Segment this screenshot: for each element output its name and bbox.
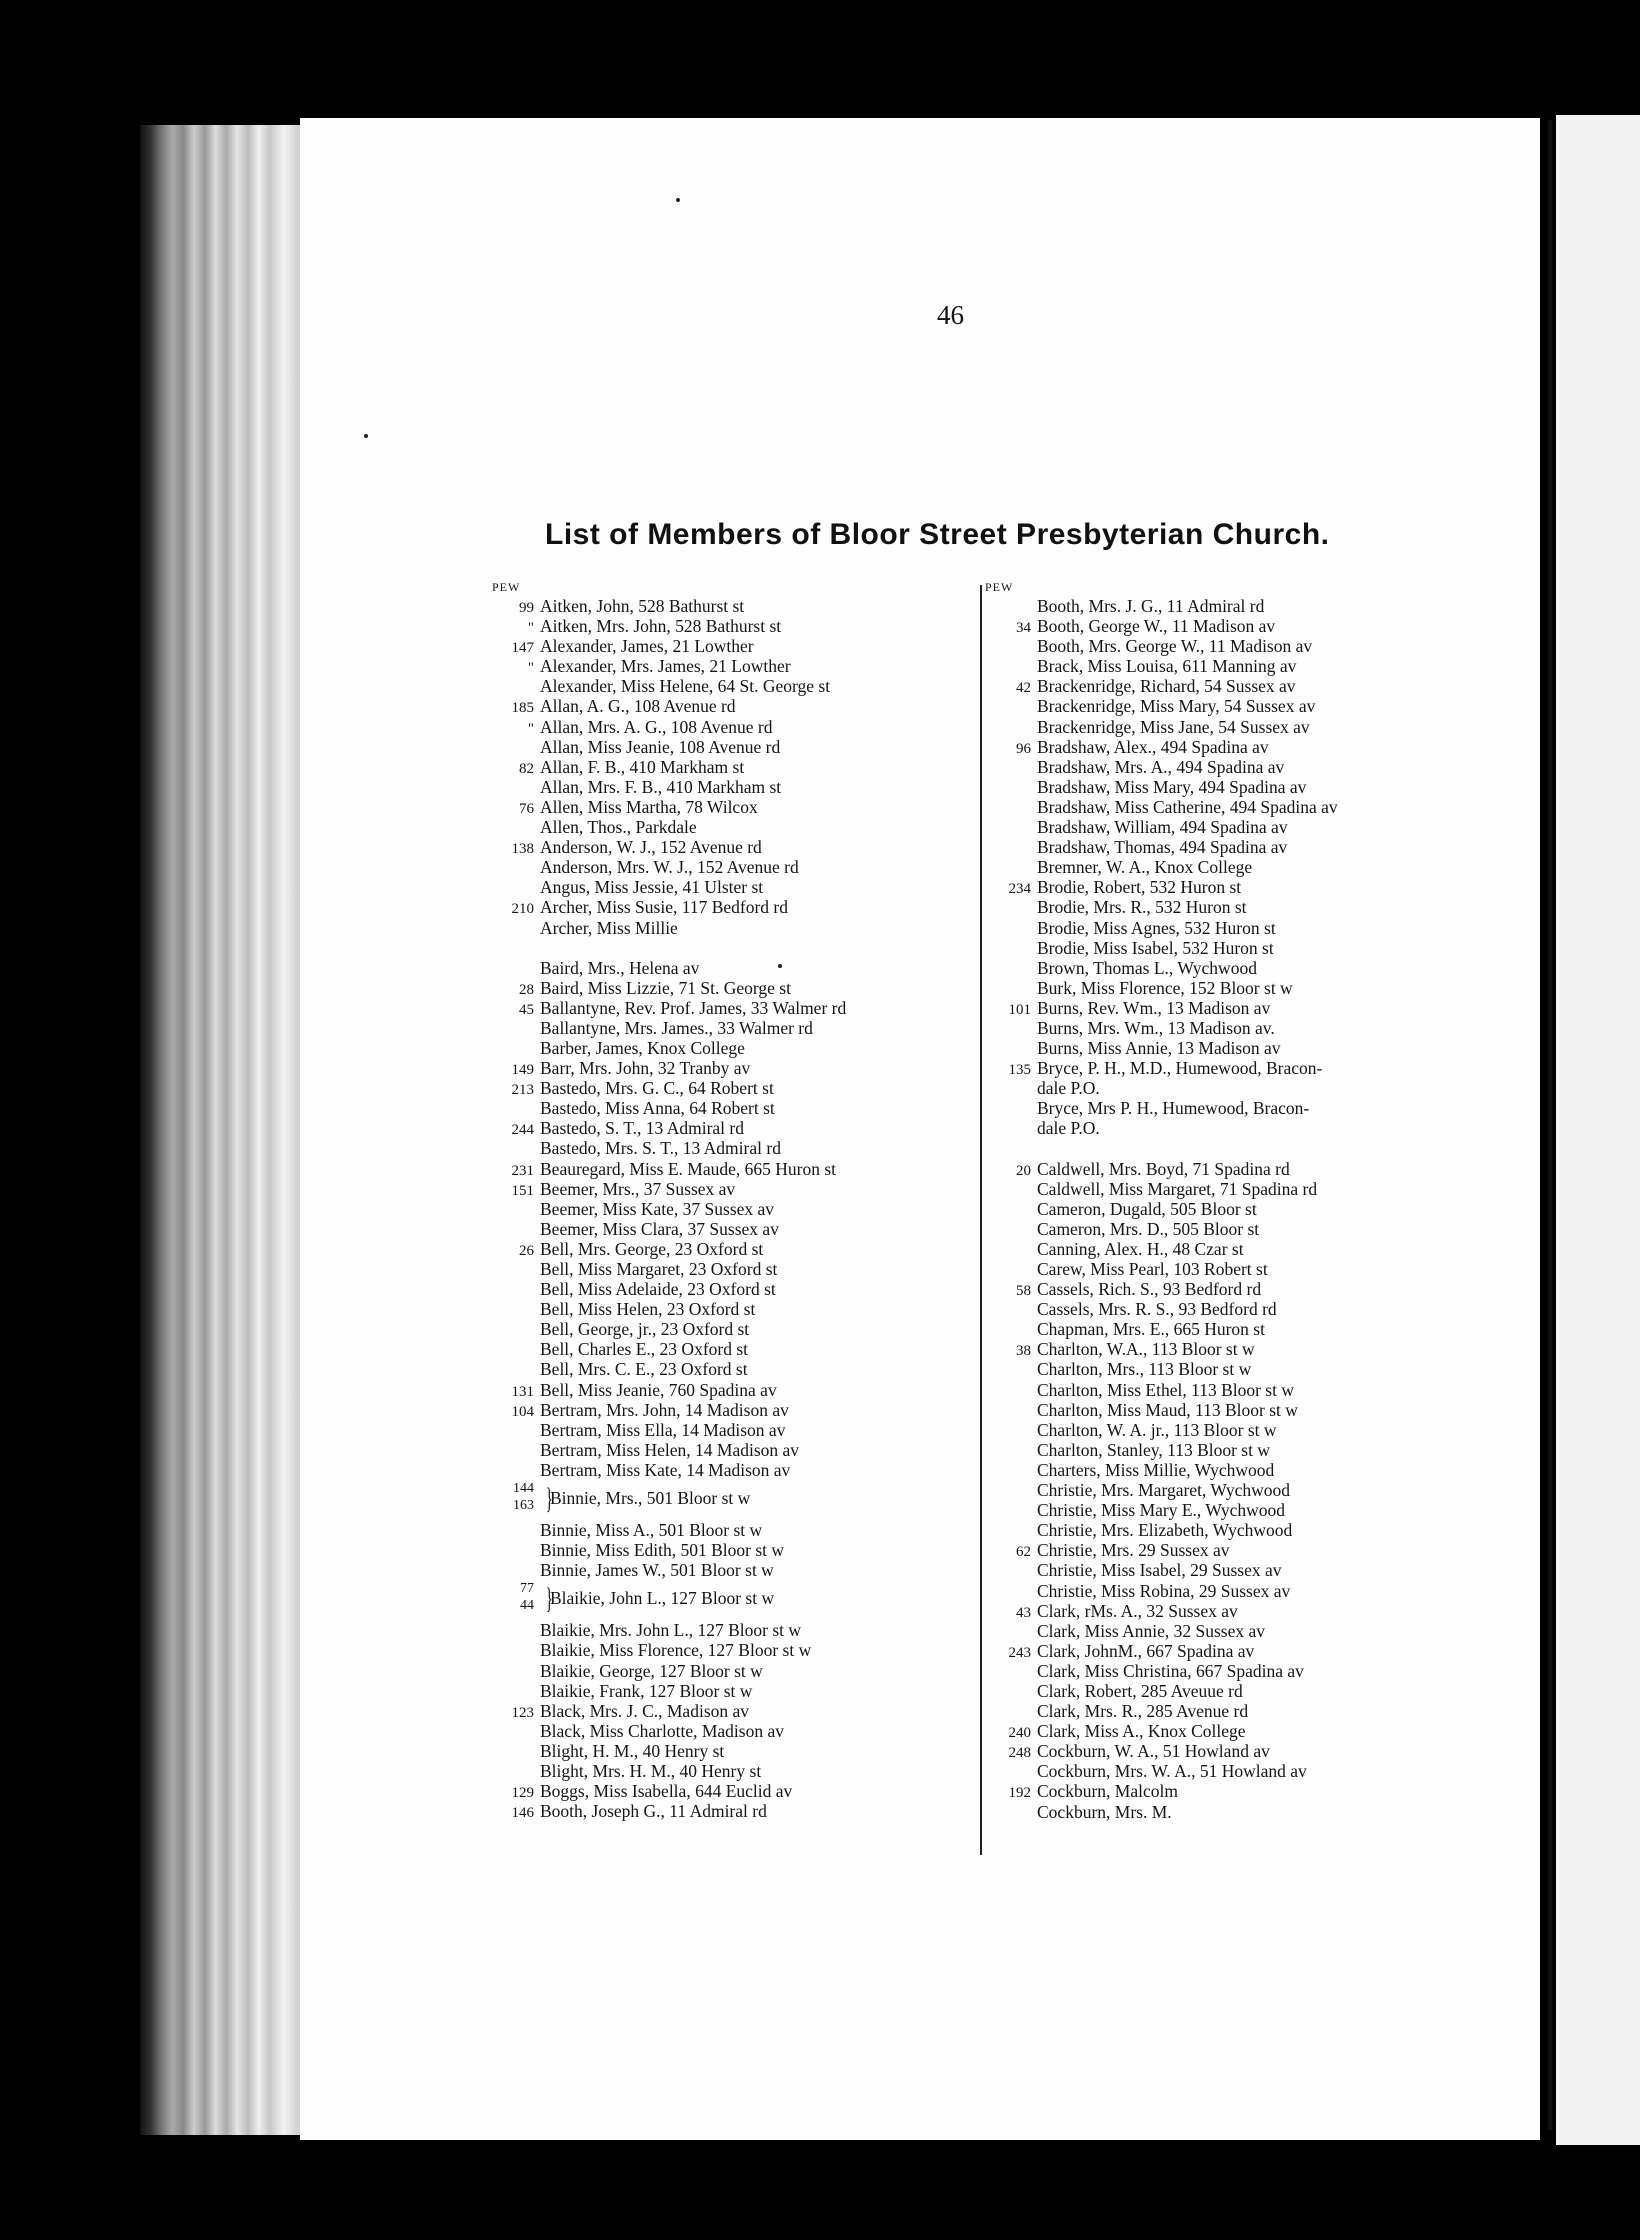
member-entry: [490, 656, 960, 676]
pew-number: 185: [511, 700, 534, 717]
member-name-address: Christie, Miss Isabel, 29 Sussex av: [1037, 1560, 1282, 1581]
member-name-address: Bastedo, Mrs. S. T., 13 Admiral rd: [540, 1138, 781, 1159]
member-name-address: Clark, JohnM., 667 Spadina av: [1037, 1640, 1255, 1661]
member-name-address: Bell, George, jr., 23 Oxford st: [540, 1319, 750, 1340]
member-name-address: Booth, Joseph G., 11 Admiral rd: [540, 1801, 767, 1822]
member-name-address: Anderson, Mrs. W. J., 152 Avenue rd: [540, 857, 799, 878]
member-name-address: Bryce, Mrs P. H., Humewood, Bracon-: [1037, 1098, 1310, 1119]
member-name-address: Booth, George W., 11 Madison av: [1037, 616, 1276, 637]
member-entry: [985, 1179, 1445, 1199]
member-name-address: Burk, Miss Florence, 152 Bloor st w: [1037, 977, 1293, 998]
member-entry: [985, 1802, 1445, 1822]
member-name-address: Cockburn, Mrs. M.: [1037, 1801, 1172, 1822]
member-entry: [490, 1018, 960, 1038]
member-entry: [490, 1058, 960, 1078]
member-entry: [985, 1380, 1445, 1400]
member-name-address: Beemer, Mrs., 37 Sussex av: [540, 1178, 736, 1199]
member-entry: [490, 1640, 960, 1660]
member-entry: [490, 1078, 960, 1098]
member-name-address: Brackenridge, Miss Jane, 54 Sussex av: [1037, 716, 1310, 737]
member-name-address: Bell, Miss Jeanie, 760 Spadina av: [540, 1379, 777, 1400]
member-entry: [490, 1359, 960, 1379]
member-entry: [985, 938, 1445, 958]
pew-number: 42: [1016, 680, 1031, 697]
pew-number: 138: [511, 841, 534, 858]
member-entry: [985, 1781, 1445, 1801]
pew-number: 210: [511, 901, 534, 918]
member-name-address: Brown, Thomas L., Wychwood: [1037, 957, 1257, 978]
member-entry: [985, 1440, 1445, 1460]
member-name-address: Bradshaw, Alex., 494 Spadina av: [1037, 736, 1269, 757]
member-entry: [985, 1480, 1445, 1500]
member-entry: [985, 817, 1445, 837]
member-entry: [490, 897, 960, 917]
member-entry: [490, 1721, 960, 1741]
member-name-address: Binnie, Miss Edith, 501 Bloor st w: [540, 1540, 785, 1561]
member-name-address: Cassels, Mrs. R. S., 93 Bedford rd: [1037, 1299, 1277, 1320]
member-name-address: Beauregard, Miss E. Maude, 665 Huron st: [540, 1158, 836, 1179]
member-name-address: Bertram, Miss Ella, 14 Madison av: [540, 1419, 786, 1440]
member-name-address: Christie, Miss Mary E., Wychwood: [1037, 1500, 1285, 1521]
member-entry: [985, 1078, 1445, 1098]
member-name-address: Barber, James, Knox College: [540, 1037, 745, 1058]
member-entry: [490, 1319, 960, 1339]
member-entry: [985, 1038, 1445, 1058]
member-entry: [490, 1199, 960, 1219]
member-name-address: Bell, Miss Adelaide, 23 Oxford st: [540, 1279, 776, 1300]
member-name-address: Cockburn, Mrs. W. A., 51 Howland av: [1037, 1761, 1307, 1782]
member-name-address: Ballantyne, Mrs. James., 33 Walmer rd: [540, 1017, 813, 1038]
scan-speck: [364, 434, 368, 438]
pew-number: 144: [513, 1481, 534, 1497]
member-name-address: Burns, Rev. Wm., 13 Madison av: [1037, 997, 1271, 1018]
member-entry: [985, 958, 1445, 978]
member-entry: [490, 1098, 960, 1118]
member-name-address: Caldwell, Miss Margaret, 71 Spadina rd: [1037, 1178, 1318, 1199]
member-name-address: Allan, F. B., 410 Markham st: [540, 756, 745, 777]
member-entry: [490, 1741, 960, 1761]
member-entry: [490, 777, 960, 797]
pew-number: 146: [511, 1805, 534, 1822]
member-column-left: [490, 578, 960, 1821]
member-name-address: Binnie, Miss A., 501 Bloor st w: [540, 1520, 763, 1541]
member-name-address: Burns, Miss Annie, 13 Madison av: [1037, 1038, 1281, 1059]
member-name-address: dale P.O.: [1037, 1118, 1100, 1139]
member-entry: [985, 1540, 1445, 1560]
member-entry: [490, 1179, 960, 1199]
member-name-address: Booth, Mrs. George W., 11 Madison av: [1037, 636, 1313, 657]
member-entry: [490, 1620, 960, 1640]
pew-column-header: PEW: [492, 580, 521, 594]
member-name-address: Clark, Miss Annie, 32 Sussex av: [1037, 1620, 1265, 1641]
member-entry: [490, 1118, 960, 1138]
member-entry: [985, 1621, 1445, 1641]
member-entry: [985, 1299, 1445, 1319]
member-name-address: Charlton, Miss Ethel, 113 Bloor st w: [1037, 1379, 1294, 1400]
member-entry: [985, 837, 1445, 857]
member-name-address: dale P.O.: [1037, 1078, 1100, 1099]
pew-number: 82: [519, 760, 534, 777]
member-name-address: Aitken, Mrs. John, 528 Bathurst st: [540, 616, 782, 637]
member-name-address: Caldwell, Mrs. Boyd, 71 Spadina rd: [1037, 1158, 1290, 1179]
member-entry: [985, 797, 1445, 817]
member-name-address: Beemer, Miss Clara, 37 Sussex av: [540, 1218, 779, 1239]
member-entry: [985, 1118, 1445, 1138]
member-entry: [985, 1259, 1445, 1279]
page-number: 46: [937, 300, 964, 330]
member-name-address: Alexander, James, 21 Lowther: [540, 636, 754, 657]
member-name-address: Bell, Mrs. George, 23 Oxford st: [540, 1238, 764, 1259]
pew-number: 26: [519, 1242, 534, 1259]
member-name-address: Blaikie, Miss Florence, 127 Bloor st w: [540, 1640, 812, 1661]
member-entry: [985, 1018, 1445, 1038]
pew-number: 62: [1016, 1544, 1031, 1561]
member-name-address: Allan, Mrs. F. B., 410 Markham st: [540, 776, 782, 797]
member-entry: [985, 998, 1445, 1018]
pew-number: 248: [1008, 1745, 1031, 1762]
member-name-address: Cassels, Rich. S., 93 Bedford rd: [1037, 1279, 1262, 1300]
member-name-address: Archer, Miss Susie, 117 Bedford rd: [540, 897, 788, 918]
pew-number: 99: [519, 600, 534, 616]
member-entry: [985, 1420, 1445, 1440]
member-name-address: Brodie, Miss Agnes, 532 Huron st: [1037, 917, 1276, 938]
member-name-address: Baird, Mrs., Helena av: [540, 957, 700, 978]
member-entry: [985, 1239, 1445, 1259]
member-entry: [985, 1359, 1445, 1379]
pew-number: 28: [519, 981, 534, 998]
member-name-address: Brodie, Miss Isabel, 532 Huron st: [1037, 937, 1274, 958]
section-gap: [490, 938, 960, 958]
member-entry: [985, 1460, 1445, 1480]
bracketed-member-entry: [490, 1580, 960, 1620]
member-column-right: [985, 578, 1445, 1822]
member-name-address: Bradshaw, Mrs. A., 494 Spadina av: [1037, 756, 1285, 777]
member-name-address: Bastedo, S. T., 13 Admiral rd: [540, 1118, 744, 1139]
member-entry: [490, 837, 960, 857]
member-name-address: Christie, Mrs. 29 Sussex av: [1037, 1540, 1230, 1561]
member-entry: [490, 1138, 960, 1158]
member-entry: [985, 636, 1445, 656]
member-name-address: Cockburn, W. A., 51 Howland av: [1037, 1741, 1270, 1762]
member-name-address: Clark, Miss A., Knox College: [1037, 1721, 1246, 1742]
member-name-address: Cockburn, Malcolm: [1037, 1781, 1178, 1802]
member-name-address: Black, Miss Charlotte, Madison av: [540, 1720, 785, 1741]
member-entry: [490, 1279, 960, 1299]
member-entry: [985, 918, 1445, 938]
pew-number: 231: [511, 1162, 534, 1179]
member-name-address: Bertram, Miss Helen, 14 Madison av: [540, 1439, 800, 1460]
member-name-address: Allen, Miss Martha, 78 Wilcox: [540, 796, 758, 817]
member-name-address: Bertram, Mrs. John, 14 Madison av: [540, 1399, 789, 1420]
member-name-address: Blight, H. M., 40 Henry st: [540, 1740, 725, 1761]
member-entry: [490, 1259, 960, 1279]
book-page-edges: [140, 125, 320, 2135]
member-name-address: Angus, Miss Jessie, 41 Ulster st: [540, 877, 764, 898]
member-name-address: Charlton, Miss Maud, 113 Bloor st w: [1037, 1399, 1298, 1420]
member-name-address: Bell, Miss Helen, 23 Oxford st: [540, 1299, 756, 1320]
member-name-address: Bradshaw, Miss Mary, 494 Spadina av: [1037, 776, 1307, 797]
member-name-address: Christie, Mrs. Elizabeth, Wychwood: [1037, 1520, 1293, 1541]
member-name-address: Brodie, Robert, 532 Huron st: [1037, 877, 1242, 898]
member-name-address: Bradshaw, William, 494 Spadina av: [1037, 817, 1288, 838]
member-entry: [490, 817, 960, 837]
member-entry: [490, 998, 960, 1018]
pew-number: 77: [520, 1581, 534, 1597]
pew-number: 243: [1008, 1644, 1031, 1661]
pew-number: 135: [1008, 1062, 1031, 1079]
member-entry: [490, 1460, 960, 1480]
member-entry: [490, 1299, 960, 1319]
member-name-address: Baird, Miss Lizzie, 71 St. George st: [540, 977, 791, 998]
pew-number: 147: [511, 640, 534, 657]
member-entry: [985, 1219, 1445, 1239]
member-name-address: Charlton, Stanley, 113 Bloor st w: [1037, 1439, 1270, 1460]
pew-number: 44: [520, 1598, 534, 1614]
member-name-address: Boggs, Miss Isabella, 644 Euclid av: [540, 1781, 793, 1802]
member-name-address: Blaikie, Mrs. John L., 127 Bloor st w: [540, 1620, 802, 1641]
member-entry: [490, 1661, 960, 1681]
member-name-address: Aitken, John, 528 Bathurst st: [540, 596, 745, 616]
member-name-address: Blight, Mrs. H. M., 40 Henry st: [540, 1760, 762, 1781]
member-name-address: Black, Mrs. J. C., Madison av: [540, 1700, 750, 1721]
pew-number: ": [527, 620, 534, 637]
member-entry: [985, 1520, 1445, 1540]
member-entry: [490, 1219, 960, 1239]
member-name-address: Bell, Mrs. C. E., 23 Oxford st: [540, 1359, 748, 1380]
member-entry: [490, 877, 960, 897]
member-name-address: Binnie, James W., 501 Bloor st w: [540, 1560, 774, 1581]
pew-number: ": [527, 660, 534, 677]
member-name-address: Bell, Miss Margaret, 23 Oxford st: [540, 1259, 778, 1279]
member-entry: [490, 1540, 960, 1560]
member-entry: [985, 596, 1445, 616]
member-entry: [490, 1560, 960, 1580]
pew-number: ": [527, 720, 534, 737]
member-name-address: Blaikie, John L., 127 Bloor st w: [550, 1588, 775, 1609]
member-entry: [490, 676, 960, 696]
member-entry: [985, 1058, 1445, 1078]
member-entry: [985, 1098, 1445, 1118]
pew-number: 58: [1016, 1283, 1031, 1300]
member-name-address: Charlton, Mrs., 113 Bloor st w: [1037, 1359, 1252, 1380]
member-name-address: Allan, Mrs. A. G., 108 Avenue rd: [540, 716, 773, 737]
member-entry: [985, 1601, 1445, 1621]
member-entry: [985, 877, 1445, 897]
member-entry: [490, 797, 960, 817]
member-name-address: Allen, Thos., Parkdale: [540, 817, 697, 838]
member-entry: [490, 717, 960, 737]
pew-number: 213: [511, 1082, 534, 1099]
member-entry: [490, 1440, 960, 1460]
member-name-address: Carew, Miss Pearl, 103 Robert st: [1037, 1259, 1268, 1279]
member-entry: [985, 1159, 1445, 1179]
member-name-address: Allan, A. G., 108 Avenue rd: [540, 696, 736, 717]
member-name-address: Clark, Robert, 285 Aveuue rd: [1037, 1680, 1243, 1701]
pew-number: 76: [519, 800, 534, 817]
member-entry: [985, 1560, 1445, 1580]
member-entry: [985, 717, 1445, 737]
member-entry: [490, 1701, 960, 1721]
member-entry: [490, 1420, 960, 1440]
member-entry: [985, 616, 1445, 636]
member-name-address: Canning, Alex. H., 48 Czar st: [1037, 1238, 1244, 1259]
member-name-address: Barr, Mrs. John, 32 Tranby av: [540, 1058, 751, 1079]
pew-number: 101: [1008, 1001, 1031, 1018]
member-entry: [490, 1159, 960, 1179]
member-entry: [490, 1339, 960, 1359]
scan-speck: [676, 198, 680, 202]
member-entry: [490, 1801, 960, 1821]
member-entry: [985, 1400, 1445, 1420]
member-entry: [490, 978, 960, 998]
member-name-address: Clark, Mrs. R., 285 Avenue rd: [1037, 1701, 1249, 1722]
member-entry: [985, 1741, 1445, 1761]
pew-number: 192: [1008, 1785, 1031, 1802]
member-entry: [985, 1641, 1445, 1661]
member-entry: [490, 1400, 960, 1420]
member-name-address: Bradshaw, Miss Catherine, 494 Spadina av: [1037, 796, 1338, 817]
member-entry: [490, 857, 960, 877]
member-name-address: Bremner, W. A., Knox College: [1037, 857, 1253, 878]
member-name-address: Cameron, Mrs. D., 505 Bloor st: [1037, 1218, 1260, 1239]
member-entry: [985, 696, 1445, 716]
section-gap: [985, 1139, 1445, 1159]
member-entry: [490, 636, 960, 656]
member-name-address: Anderson, W. J., 152 Avenue rd: [540, 837, 762, 858]
member-name-address: Brackenridge, Miss Mary, 54 Sussex av: [1037, 696, 1316, 717]
member-entry: [490, 1520, 960, 1540]
member-entry: [490, 1380, 960, 1400]
member-entry: [490, 616, 960, 636]
member-name-address: Bertram, Miss Kate, 14 Madison av: [540, 1459, 791, 1480]
member-entry: [490, 1781, 960, 1801]
member-entry: [985, 656, 1445, 676]
member-name-address: Clark, Miss Christina, 667 Spadina av: [1037, 1660, 1304, 1681]
member-name-address: Bastedo, Miss Anna, 64 Robert st: [540, 1098, 775, 1119]
member-name-address: Brodie, Mrs. R., 532 Huron st: [1037, 897, 1247, 918]
member-entry: [490, 737, 960, 757]
member-entry: [985, 1581, 1445, 1601]
member-entry: [985, 1279, 1445, 1299]
pew-number: 151: [511, 1182, 534, 1199]
member-entry: [985, 1681, 1445, 1701]
member-entry: [490, 696, 960, 716]
member-name-address: Brackenridge, Richard, 54 Sussex av: [1037, 676, 1296, 697]
pew-number: 123: [511, 1704, 534, 1721]
member-entry: [490, 1761, 960, 1781]
member-entry: [490, 1239, 960, 1259]
member-entry: [985, 1339, 1445, 1359]
pew-number: 104: [511, 1403, 534, 1420]
member-name-address: Bryce, P. H., M.D., Humewood, Bracon-: [1037, 1058, 1323, 1079]
member-entry: [490, 596, 960, 616]
member-name-address: Alexander, Mrs. James, 21 Lowther: [540, 656, 791, 677]
member-name-address: Bradshaw, Thomas, 494 Spadina av: [1037, 837, 1288, 858]
member-name-address: Allan, Miss Jeanie, 108 Avenue rd: [540, 736, 781, 757]
member-name-address: Cameron, Dugald, 505 Bloor st: [1037, 1198, 1257, 1219]
page-title: List of Members of Bloor Street Presbyterian Church.: [545, 518, 1330, 551]
brace-mark: }: [545, 1582, 553, 1616]
facing-page-edge: [1556, 115, 1640, 2145]
brace-mark: }: [545, 1482, 553, 1516]
member-name-address: Blaikie, Frank, 127 Bloor st w: [540, 1680, 753, 1701]
member-entry: [985, 978, 1445, 998]
member-entry: [490, 918, 960, 938]
member-entry: [985, 857, 1445, 877]
member-entry: [985, 757, 1445, 777]
pew-number: 43: [1016, 1604, 1031, 1621]
member-entry: [985, 777, 1445, 797]
member-name-address: Christie, Mrs. Margaret, Wychwood: [1037, 1480, 1290, 1501]
member-name-address: Ballantyne, Rev. Prof. James, 33 Walmer rd: [540, 997, 847, 1018]
pew-number: 240: [1008, 1725, 1031, 1742]
member-entry: [985, 1319, 1445, 1339]
pew-number: 234: [1008, 881, 1031, 898]
member-name-address: Brack, Miss Louisa, 611 Manning av: [1037, 656, 1297, 677]
member-name-address: Chapman, Mrs. E., 665 Huron st: [1037, 1319, 1265, 1340]
member-name-address: Alexander, Miss Helene, 64 St. George st: [540, 676, 831, 697]
member-entry: [985, 1701, 1445, 1721]
member-name-address: Burns, Mrs. Wm., 13 Madison av.: [1037, 1017, 1275, 1038]
member-name-address: Booth, Mrs. J. G., 11 Admiral rd: [1037, 596, 1265, 616]
pew-numbers: [500, 1480, 534, 1514]
member-name-address: Beemer, Miss Kate, 37 Sussex av: [540, 1198, 775, 1219]
pew-numbers: [500, 1580, 534, 1614]
member-name-address: Archer, Miss Millie: [540, 917, 678, 938]
pew-number: 129: [511, 1785, 534, 1802]
member-entry: [490, 958, 960, 978]
pew-number: 149: [511, 1062, 534, 1079]
pew-number: 45: [519, 1001, 534, 1018]
pew-number: 20: [1016, 1162, 1031, 1179]
member-entry: [985, 897, 1445, 917]
pew-number: 34: [1016, 620, 1031, 637]
pew-number: 96: [1016, 740, 1031, 757]
member-entry: [490, 1681, 960, 1701]
pew-number: 38: [1016, 1343, 1031, 1360]
pew-column-header: PEW: [985, 580, 1014, 594]
bracketed-member-entry: [490, 1480, 960, 1520]
pew-number: 131: [511, 1383, 534, 1400]
member-name-address: Clark, rMs. A., 32 Sussex av: [1037, 1600, 1238, 1621]
member-entry: [985, 676, 1445, 696]
pew-number: 163: [513, 1498, 534, 1514]
member-entry: [490, 757, 960, 777]
page-gutter: [1548, 120, 1552, 2130]
member-entry: [985, 1500, 1445, 1520]
member-name-address: Charlton, W. A. jr., 113 Bloor st w: [1037, 1419, 1277, 1440]
member-entry: [985, 1661, 1445, 1681]
member-name-address: Blaikie, George, 127 Bloor st w: [540, 1660, 763, 1681]
member-name-address: Christie, Miss Robina, 29 Sussex av: [1037, 1580, 1291, 1601]
pew-number: 244: [511, 1122, 534, 1139]
member-entry: [985, 1721, 1445, 1741]
member-name-address: Bastedo, Mrs. G. C., 64 Robert st: [540, 1078, 774, 1099]
member-name-address: Charters, Miss Millie, Wychwood: [1037, 1459, 1275, 1480]
member-entry: [985, 1761, 1445, 1781]
column-divider: [980, 585, 982, 1855]
member-entry: [490, 1038, 960, 1058]
member-name-address: Bell, Charles E., 23 Oxford st: [540, 1339, 749, 1360]
member-name-address: Charlton, W.A., 113 Bloor st w: [1037, 1339, 1255, 1360]
member-entry: [985, 1199, 1445, 1219]
member-entry: [985, 737, 1445, 757]
member-name-address: Binnie, Mrs., 501 Bloor st w: [550, 1488, 751, 1509]
